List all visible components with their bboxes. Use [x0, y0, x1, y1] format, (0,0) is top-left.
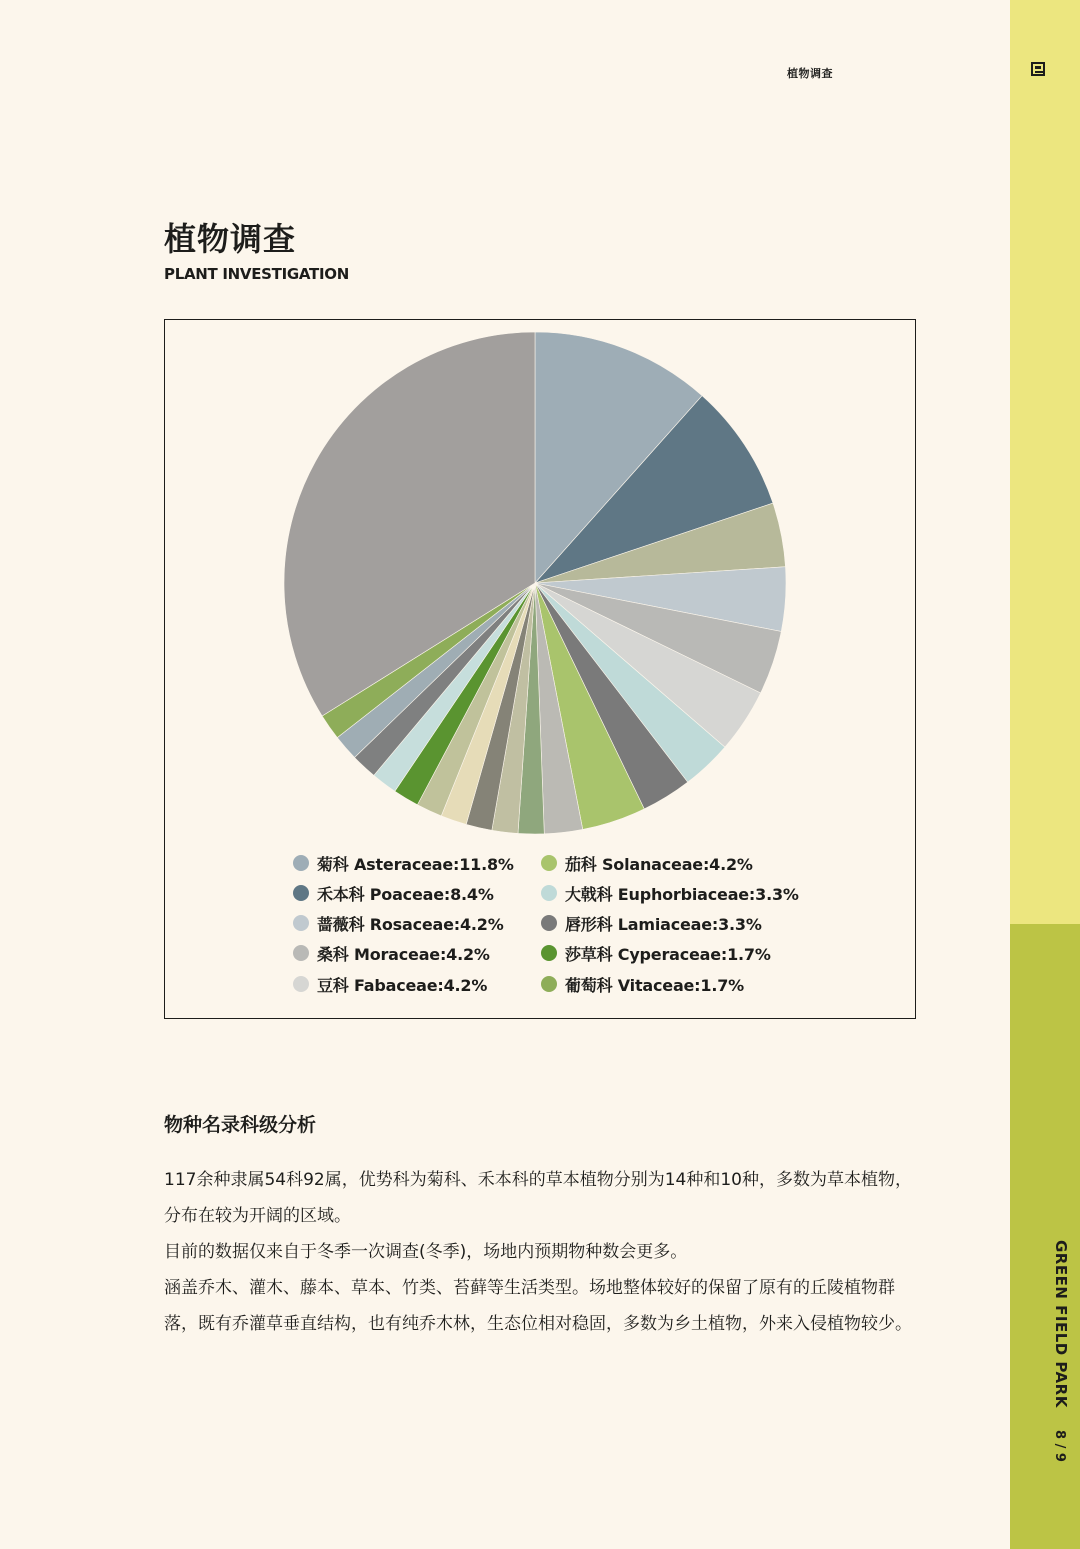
- legend-label: 禾本科 Poaceae:8.4%: [317, 884, 494, 904]
- legend-swatch: [541, 976, 557, 992]
- page-title: 植物调查: [164, 220, 297, 258]
- analysis-paragraph: 涵盖乔木、灌木、藤本、草本、竹类、苔藓等生活类型。场地整体较好的保留了原有的丘陵植物群落，既有乔灌草垂直结构，也有纯乔木林，生态位相对稳固，多数为乡土植物，外来入侵植物较少。: [164, 1278, 912, 1334]
- legend-label: 莎草科 Cyperaceae:1.7%: [565, 944, 771, 964]
- legend-item: [293, 973, 487, 995]
- chart-frame: [164, 319, 916, 1019]
- legend-swatch: [293, 915, 309, 931]
- legend-swatch: [541, 885, 557, 901]
- legend-item: [541, 973, 744, 995]
- legend-swatch: [541, 945, 557, 961]
- legend-label: 唇形科 Lamiaceae:3.3%: [565, 914, 762, 934]
- legend-item: [541, 852, 753, 874]
- sidebar-top-band: [1010, 0, 1080, 924]
- legend-item: [293, 882, 494, 904]
- legend-item: [293, 852, 514, 874]
- legend-label: 菊科 Asteraceae:11.8%: [317, 854, 514, 874]
- analysis-body: [164, 1162, 924, 1342]
- legend-swatch: [541, 915, 557, 931]
- analysis-paragraph: 117余种隶属54科92属，优势科为菊科、禾本科的草本植物分别为14种和10种，多数为草本植物，分布在较为开阔的区域。: [164, 1170, 912, 1226]
- legend-label: 茄科 Solanaceae:4.2%: [565, 854, 753, 874]
- legend-item: [293, 912, 504, 934]
- legend-label: 桑科 Moraceae:4.2%: [317, 944, 490, 964]
- page-number: 8 / 9: [1052, 1430, 1067, 1462]
- legend-item: [293, 942, 490, 964]
- legend-item: [541, 912, 762, 934]
- legend-label: 豆科 Fabaceae:4.2%: [317, 975, 488, 995]
- pie-chart: [165, 320, 915, 1018]
- running-header: 植物调查: [787, 67, 833, 80]
- legend-item: [541, 882, 799, 904]
- legend-label: 大戟科 Euphorbiaceae:3.3%: [565, 884, 799, 904]
- analysis-paragraph: 目前的数据仅来自于冬季一次调查(冬季)，场地内预期物种数会更多。: [164, 1242, 688, 1262]
- legend-label: 葡萄科 Vitaceae:1.7%: [565, 975, 744, 995]
- vertical-park-title: GREEN FIELD PARK: [1052, 1240, 1070, 1408]
- book-icon: [1031, 62, 1045, 76]
- sidebar-bottom-band: [1010, 924, 1080, 1549]
- legend-item: [541, 942, 771, 964]
- legend-swatch: [293, 855, 309, 871]
- legend-swatch: [541, 855, 557, 871]
- legend-swatch: [293, 945, 309, 961]
- legend-label: 蔷薇科 Rosaceae:4.2%: [317, 914, 504, 934]
- legend-swatch: [293, 885, 309, 901]
- page-subtitle: PLANT INVESTIGATION: [164, 265, 349, 283]
- analysis-title: 物种名录科级分析: [164, 1114, 317, 1136]
- legend-swatch: [293, 976, 309, 992]
